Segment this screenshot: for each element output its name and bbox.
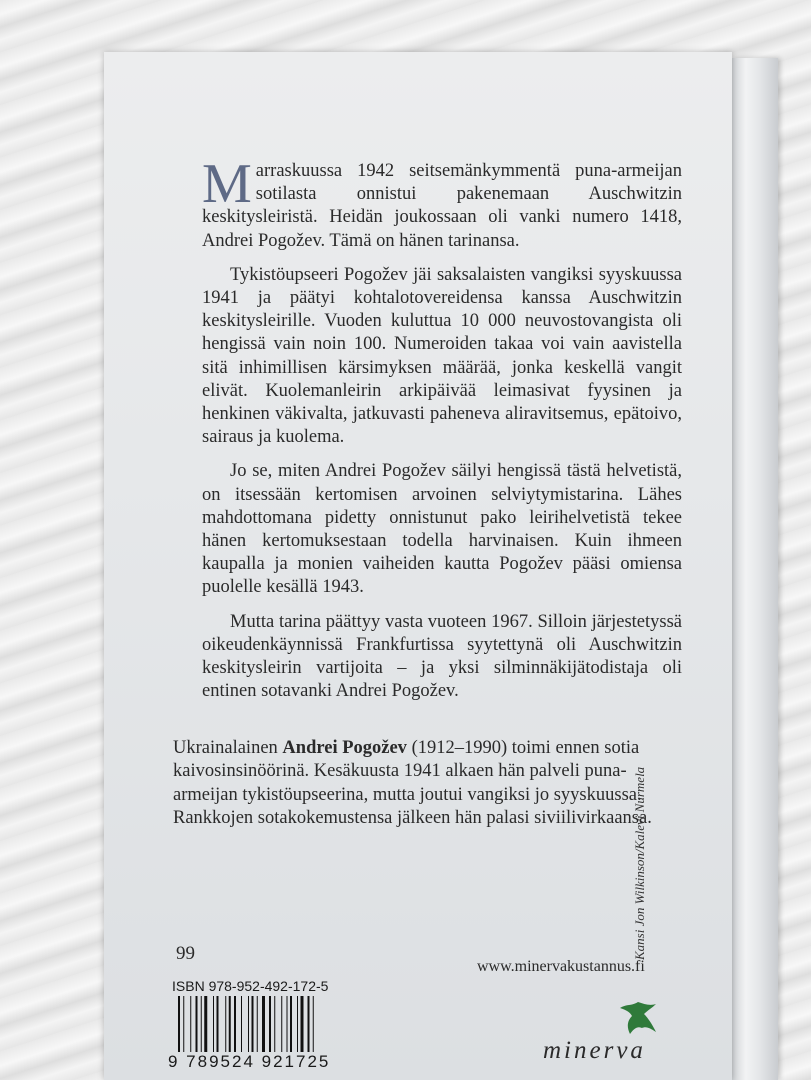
price-code: 99 [176,943,195,964]
publisher-website: www.minervakustannus.fi [477,958,645,975]
blurb-paragraph-3: Jo se, miten Andrei Pogožev säilyi hengissä tästä helvetistä, on itsessään kertomisen arvoinen selviytymistarina. Lähes mahdottomana pidetty onnistunut pako leirihelvetistä tekee hänen kertomuksestaan todella harvinaisen. Kuin ihmeen kaupalla ja monien vaiheiden kautta Pogožev pääsi omiensa puolelle kesällä 1943. [202,461,682,598]
barcode-number: 9 789524 921725 [168,1052,331,1071]
isbn-label: ISBN 978-952-492-172-5 [172,978,329,994]
author-bio: Ukrainalainen Andrei Pogožev (1912–1990) toimi ennen sotia kaivosinsinöörinä. Kesäkuusta 1941 alkaen hän palveli puna-armeijan tykistöupseerina, mutta joutui vangiksi jo syyskuussa. Rankkojen sotakokemustensa jälkeen hän palasi siviilivirkaansa. [173,738,652,829]
publisher-logo-text: minerva [543,1037,646,1064]
blurb-paragraph-2: Tykistöupseeri Pogožev jäi saksalaisten vangiksi syyskuussa 1941 ja päätyi kohtalotovereidensa kanssa Auschwitzin keskitysleirille. Vuoden kuluttua 10 000 neuvostovangista oli hengissä vain noin 100. Numeroiden takaa voi vain aavistella sitä inhimillisen kärsimyksen määrää, jonka keskellä vangit elivät. Kuolemanleirin arkipäivää leimasivat fyysinen ja henkinen väkivalta, jatkuvasti paheneva aliravitsemus, epätoivo, sairaus ja kuolema. [202,264,682,448]
blurb-paragraph-1: Marraskuussa 1942 seitsemänkymmentä puna-armeijan sotilasta onnistui pakenemaan Auschwitzin keskitysleiristä. Heidän joukossaan oli vanki numero 1418, Andrei Pogožev. Tämä on hänen tarinansa. [202,153,682,251]
cover-design-credit: Kansi Jon Wilkinson/Kalevi Nurmela [632,766,647,960]
cover-blurb [202,153,682,714]
book-spine [732,58,778,1080]
blurb-paragraph-4: Mutta tarina päättyy vasta vuoteen 1967. Silloin järjestetyssä oikeudenkäynnissä Frankfurtissa syytettynä oli Auschwitzin keskitysleirin vartijoita – ja yksi silminnäkijätodistaja oli entinen sotavanki Andrei Pogožev. [202,611,682,702]
drop-cap: M [202,153,252,215]
bird-logo-icon [616,998,660,1042]
author-name: Andrei Pogožev [282,738,407,758]
barcode [178,996,354,1052]
